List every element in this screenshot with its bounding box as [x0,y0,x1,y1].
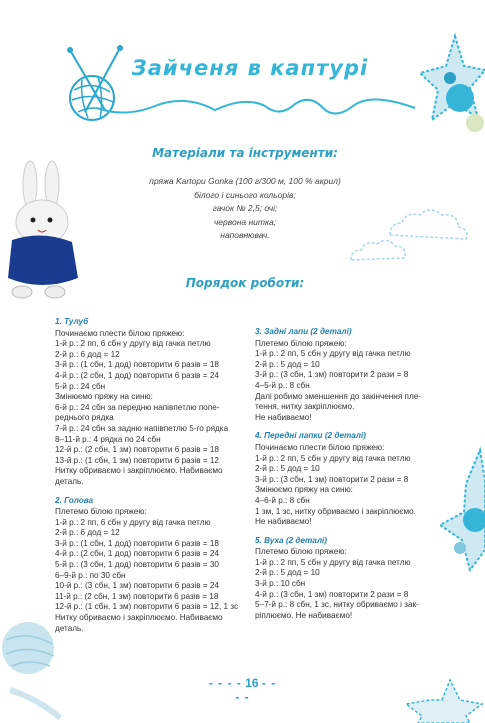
instruction-line: 2-й р.: 5 дод = 10 [255,568,320,578]
page-number [205,676,280,704]
section-title: 1. Тулуб [55,317,89,326]
instruction-line: 1 зм, 1 зс, нитку обриваємо і закріплюємо. [255,506,416,516]
instruction-line: 12-й р.: (1 сбн, 1 зм) повторити 6 разів = 12, 1 зс [55,602,239,612]
instruction-line: 11-й р.: (2 сбн, 1 зм) повторити 6 разів = 18 [55,591,219,601]
page-number-value: 16 [245,676,259,690]
instruction-line: 6–9-й р.: по 30 сбн [55,570,126,580]
instruction-line: Змінюємо пряжу на синю: [55,392,153,402]
instruction-line: 13-й р.: (1 сбн, 1 зм) повторити 6 разів = 12 [55,455,219,465]
instruction-line: 4-й р.: (2 сбн, 1 дод) повторити 6 разів = 24 [55,370,219,380]
instruction-line: 2-й р.: 5 дод = 10 [255,359,320,369]
instruction-line: деталь. [55,476,84,486]
instruction-line: 5-й р.: (3 сбн, 1 дод) повторити 6 разів = 30 [55,560,219,570]
instruction-line: 1-й р.: 2 пп, 5 сбн у другу від гачка петлю [255,349,411,359]
section-title: 3. Задні лапи (2 деталі) [255,327,352,336]
instruction-line: 7-й р.: 24 сбн за задню напівпетлю 5-го рядка [55,423,229,433]
instruction-line: Нитку обриваємо і закріплюємо. Набиваємо [55,466,223,476]
instruction-line: 3-й р.: (1 сбн, 1 дод) повторити 6 разів = 18 [55,360,219,370]
instruction-line: Не набиваємо! [255,517,312,527]
instruction-line: 5–7-й р.: 8 сбн, 1 зс, нитку обриваємо і зак- [255,600,419,610]
instruction-line: 1-й р.: 2 пп, 6 сбн у другу від гачка петлю [55,339,211,349]
instruction-line: 8–11-й р.: 4 рядка по 24 сбн [55,434,161,444]
instruction-line: 5-й р.: 24 сбн [55,381,106,391]
instruction-line: Починаємо плести білою пряжею: [255,442,385,452]
instruction-line: 4-й р.: (2 сбн, 1 дод) повторити 6 разів = 24 [55,549,219,559]
materials-heading: Матеріали та інструменти: [152,146,338,160]
instruction-line: тення, нитку закріплюємо. [255,402,355,412]
instruction-line: 3-й р.: (1 сбн, 1 дод) повторити 6 разів = 18 [55,538,219,548]
instruction-line: 6-й р.: 24 сбн за передню напівпетлю попе- [55,402,220,412]
instruction-line: 4-й р.: (3 сбн, 1 зм) повторити 2 рази = 8 [255,589,409,599]
swirl-decoration [95,88,455,128]
section-title: 4. Передні лапки (2 деталі) [255,431,367,441]
instruction-line: Починаємо плести білою пряжею: [55,328,185,338]
instruction-line: 3-й р.: (3 сбн, 1 зм) повторити 2 рази = 8 [255,370,409,380]
instruction-line: Далі робимо зменшення до закінчення пле- [255,391,422,401]
instruction-line: Нитку обриваємо і закріплюємо. Набиваємо [55,613,223,623]
instruction-line: Плетемо білою пряжею: [55,507,147,517]
instruction-line: 10-й р.: (3 сбн, 1 зм) повторити 6 разів = 24 [55,581,219,591]
work-heading: Порядок роботи: [185,276,305,290]
materials-line: пряжа Kartopu Gonka (100 г/300 м, 100 % акрил) [149,176,341,186]
instruction-line: Плетемо білою пряжею: [255,547,347,557]
instruction-line: 2-й р.: 6 дод = 12 [55,349,120,359]
materials-line: червона нитка; [213,216,277,227]
page-number-dashes-right: - - - - [235,676,277,704]
instruction-line: 4–6-й р.: 8 сбн [255,495,310,505]
instruction-line: Змінюємо пряжу на синю: [255,485,353,495]
instruction-line: 3-й р.: 10 сбн [255,579,306,589]
instruction-line: ріплюємо. Не набиваємо! [255,610,353,620]
bunny-image [0,160,90,305]
instruction-line: 4–5-й р.: 8 сбн [255,380,310,390]
star-icon [420,28,485,148]
instruction-line: 1-й р.: 2 пп, 5 сбн у другу від гачка петлю [255,557,411,567]
instruction-line: 12-й р.: (2 сбн, 1 зм) повторити 6 разів = 18 [55,445,219,455]
materials-line: білого і синього кольорів; [194,189,296,200]
instruction-line: 1-й р.: 2 пп, 5 сбн у другу від гачка петлю [255,453,411,463]
instruction-line: Плетемо білою пряжею: [255,338,347,348]
page-title: Зайченя в каптурі [131,56,369,80]
materials-list [120,175,370,243]
instruction-line: Не набиваємо! [255,412,312,422]
instruction-line: деталь. [55,623,84,633]
materials-line: наповнювач. [220,230,270,240]
instruction-line: реднього рядка [55,413,114,423]
materials-line: гачок № 2,5; очі; [212,203,278,213]
instruction-line: 1-й р.: 2 пп, 6 сбн у другу від гачка петлю [55,517,211,527]
instruction-line: 3-й р.: (3 сбн, 1 зм) повторити 2 рази = 8 [255,474,409,484]
stars-decoration-bottom [400,640,485,723]
star-icon-right [440,440,485,590]
instruction-line: 2-й р.: 5 дод = 10 [255,464,320,474]
section-title: 5. Вуха (2 деталі) [255,535,328,545]
page-number-dashes-left: - - - - [208,676,242,690]
right-column [255,327,445,621]
left-column [55,317,245,634]
section-title: 2. Голова [55,495,94,505]
instruction-line: 2-й р.: 6 дод = 12 [55,528,120,538]
